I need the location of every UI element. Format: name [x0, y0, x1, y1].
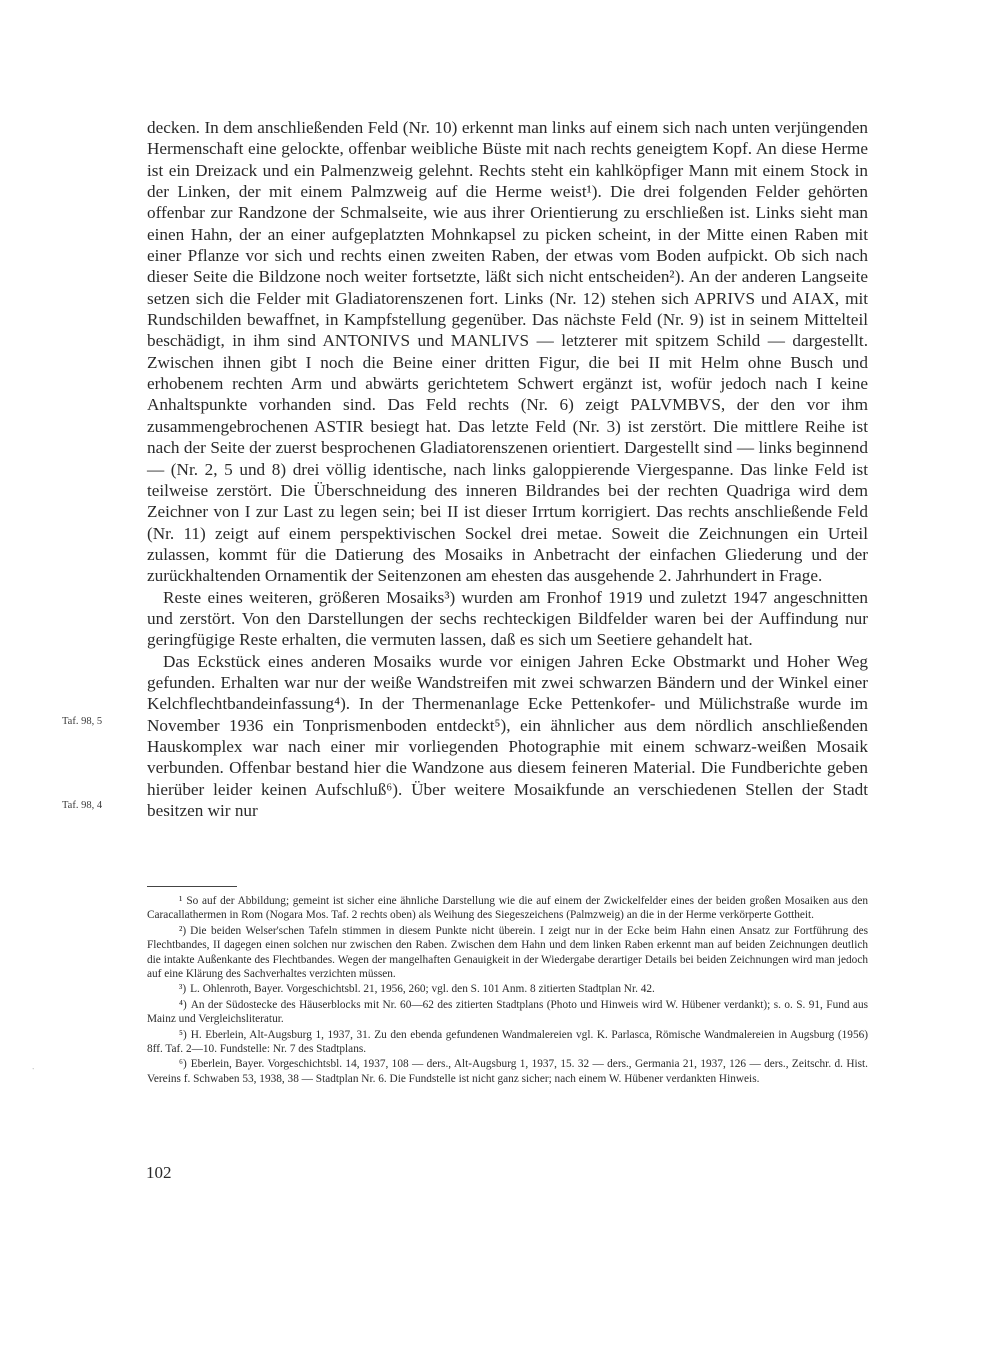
page-number: 102: [146, 1163, 172, 1182]
footnote-4: [147, 998, 868, 1027]
footnote-text: An der Südostecke des Häuserblocks mit Nr. 60—62 des zitierten Stadtplans (Photo und Hinweis wird W. Hübener verdankt); s. o. S. 91, Fund aus Mainz und Vergleichsliteratur.: [147, 998, 868, 1026]
scan-speck-mark: ∙: [32, 1064, 35, 1075]
footnote-number: ⁵): [179, 1028, 187, 1041]
margin-note-plate-98-4: Taf. 98, 4: [62, 800, 103, 811]
footnote-number: ³): [179, 983, 187, 996]
footnote-number: ¹: [179, 895, 183, 907]
footnote-2: [147, 924, 868, 982]
footnote-1: [147, 894, 868, 923]
footnote-3: [147, 982, 868, 996]
footnote-text: L. Ohlenroth, Bayer. Vorgeschichtsbl. 21, 1956, 260; vgl. den S. 101 Anm. 8 zitierten Stadtplan Nr. 42.: [190, 983, 655, 996]
paragraph-1: decken. In dem anschließenden Feld (Nr. 10) erkennt man links auf einem sich nach unten verjüngenden Hermenschaft eine gelockte, offenbar weibliche Büste mit nach rechts geneigtem Kopf. An diese Herme ist ein Dreizack und ein Palmenzweig gelehnt. Rechts steht ein kahlköpfiger Mann mit einem Stock in der Linken, der mit einem Palmzweig auf die Herme weist¹). Die drei folgenden Felder gehörten offenbar zur Randzone der Schmalseite, wie aus ihrer Orientierung zu erschließen ist. Links sieht man einen Hahn, der an einer aufgeplatzten Mohnkapsel zu picken scheint, in der Mitte einen Raben mit einer Pflanze vor sich und rechts einen zweiten Raben, der etwas vom Boden aufpickt. Ob sich nach dieser Seite die Bildzone noch weiter fortsetzte, läßt sich nicht entscheiden²). An der anderen Langseite setzen sich die Felder mit Gladiatorenszenen fort. Links (Nr. 12) stehen sich APRIVS und AIAX, mit Rundschilden bewaffnet, in Kampfstellung gegenüber. Das nächste Feld (Nr. 9) ist in seinem Mittelteil beschädigt, in ihm sind ANTONIVS und MANLIVS — letzterer mit spitzem Schild — dargestellt. Zwischen ihnen gibt I noch die Beine einer dritten Figur, die bei II mit Helm ohne Busch und erhobenem rechten Arm und abwärts gerichtetem Schwert ergänzt ist, wofür jedoch nach I keine Anhaltspunkte vorhanden sind. Das Feld rechts (Nr. 6) zeigt PALVMBVS, der den vor ihm zusammengebrochenen ASTIR besiegt hat. Das letzte Feld (Nr. 3) ist zerstört. Die mittlere Reihe ist nach der Seite der zuerst besprochenen Gladiatorenszenen orientiert. Dargestellt sind — links beginnend — (Nr. 2, 5 und 8) drei völlig identische, nach links galoppierende Viergespanne. Das linke Feld ist teilweise zerstört. Die Überschneidung des inneren Bildrandes bei der rechten Quadriga wird dem Zeichner von I zur Last zu legen sein; bei II ist dieser Irrtum korrigiert. Das rechts anschließende Feld (Nr. 11) zeigt auf einem perspektivischen Sockel drei metae. Soweit die Zeichnungen ein Urteil zulassen, kommt für die Datierung des Mosaiks in Anbetracht der einfachen Gliederung und der zurückhaltenden Ornamentik der Seitenzonen am ehesten das ausgehende 2. Jahrhundert in Frage.: [147, 118, 868, 586]
footnote-6: [147, 1057, 868, 1086]
footnote-divider: [147, 886, 237, 887]
footnotes: [147, 894, 868, 1087]
main-text: [147, 117, 868, 821]
footnote-text: H. Eberlein, Alt-Augsburg 1, 1937, 31. Zu den ebenda gefundenen Wandmalereien vgl. K. Parlasca, Römische Wandmalereien in Augsburg (1956) 8ff. Taf. 2—10. Fundstelle: Nr. 7 des Stadtplans.: [147, 1028, 868, 1056]
footnote-text: So auf der Abbildung; gemeint ist sicher eine ähnliche Darstellung wie die auf einem der Zwickelfelder eines der beiden großen Mosaiken aus den Caracallathermen in Rom (Nogara Mos. Taf. 2 rechts oben) als Weihung des Siegeszeichens (Palmzweig) an die in der Herme verkörperte Gottheit.: [147, 895, 868, 922]
footnote-5: [147, 1028, 868, 1057]
footnote-number: ⁶): [179, 1058, 187, 1071]
footnote-number: ⁴): [179, 998, 187, 1011]
paragraph-3: Das Eckstück eines anderen Mosaiks wurde vor einigen Jahren Ecke Obstmarkt und Hoher Weg gefunden. Erhalten war nur der weiße Wandstreifen mit zwei schwarzen Bändern und der Winkel einer Kelchflechtbandeinfassung⁴). In der Thermenanlage Ecke Pettenkofer- und Mülichstraße wurde im November 1936 ein Tonprismenboden entdeckt⁵), ein ähnlicher aus dem nördlich anschließenden Hauskomplex war nach einer mir vorliegenden Photographie mit einem schwarz-weißen Mosaik verbunden. Offenbar bestand hier die Wandzone aus diesem feineren Material. Die Fundberichte geben hierüber leider keinen Aufschluß⁶). Über weitere Mosaikfunde an verschiedenen Stellen der Stadt besitzen wir nur: [147, 651, 868, 820]
paragraph-2: Reste eines weiteren, größeren Mosaiks³) wurden am Fronhof 1919 und zuletzt 1947 angeschnitten und zerstört. Von den Darstellungen der sechs rechteckigen Bildfelder waren bei der Auffindung nur geringfügige Reste erhalten, die vermuten lassen, daß es sich um Seetiere gehandelt hat.: [147, 587, 868, 650]
margin-note-plate-98-5: Taf. 98, 5: [62, 716, 103, 727]
footnote-text: Eberlein, Bayer. Vorgeschichtsbl. 14, 1937, 108 — ders., Alt-Augsburg 1, 1937, 15. 32 — ders., Germania 21, 1937, 126 — ders., Zeitschr. d. Hist. Vereins f. Schwaben 53, 1938, 38 — Stadtplan Nr. 6. Die Fundstelle ist nicht ganz sicher; nach einem W. Hübener verdankten Hinweis.: [147, 1058, 868, 1085]
footnote-text: Die beiden Welser'schen Tafeln stimmen in diesem Punkte nicht überein. I zeigt nur in der Ecke beim Hahn einen Ansatz zur Fortführung des Flechtbandes, II dagegen einen solchen nur zwischen den Raben. Zwischen dem Hahn und dem linken Raben erkennt man auf beiden Zeichnungen deutlich die intakte Außenkante des Flechtbandes. Wegen der mangelhaften Genauigkeit in der Wiedergabe derartiger Details bei beiden Zeichnungen wird man jedoch auf eine Klärung des Sachverhaltes verzichten müssen.: [147, 924, 868, 981]
footnote-number: ²): [179, 924, 187, 937]
